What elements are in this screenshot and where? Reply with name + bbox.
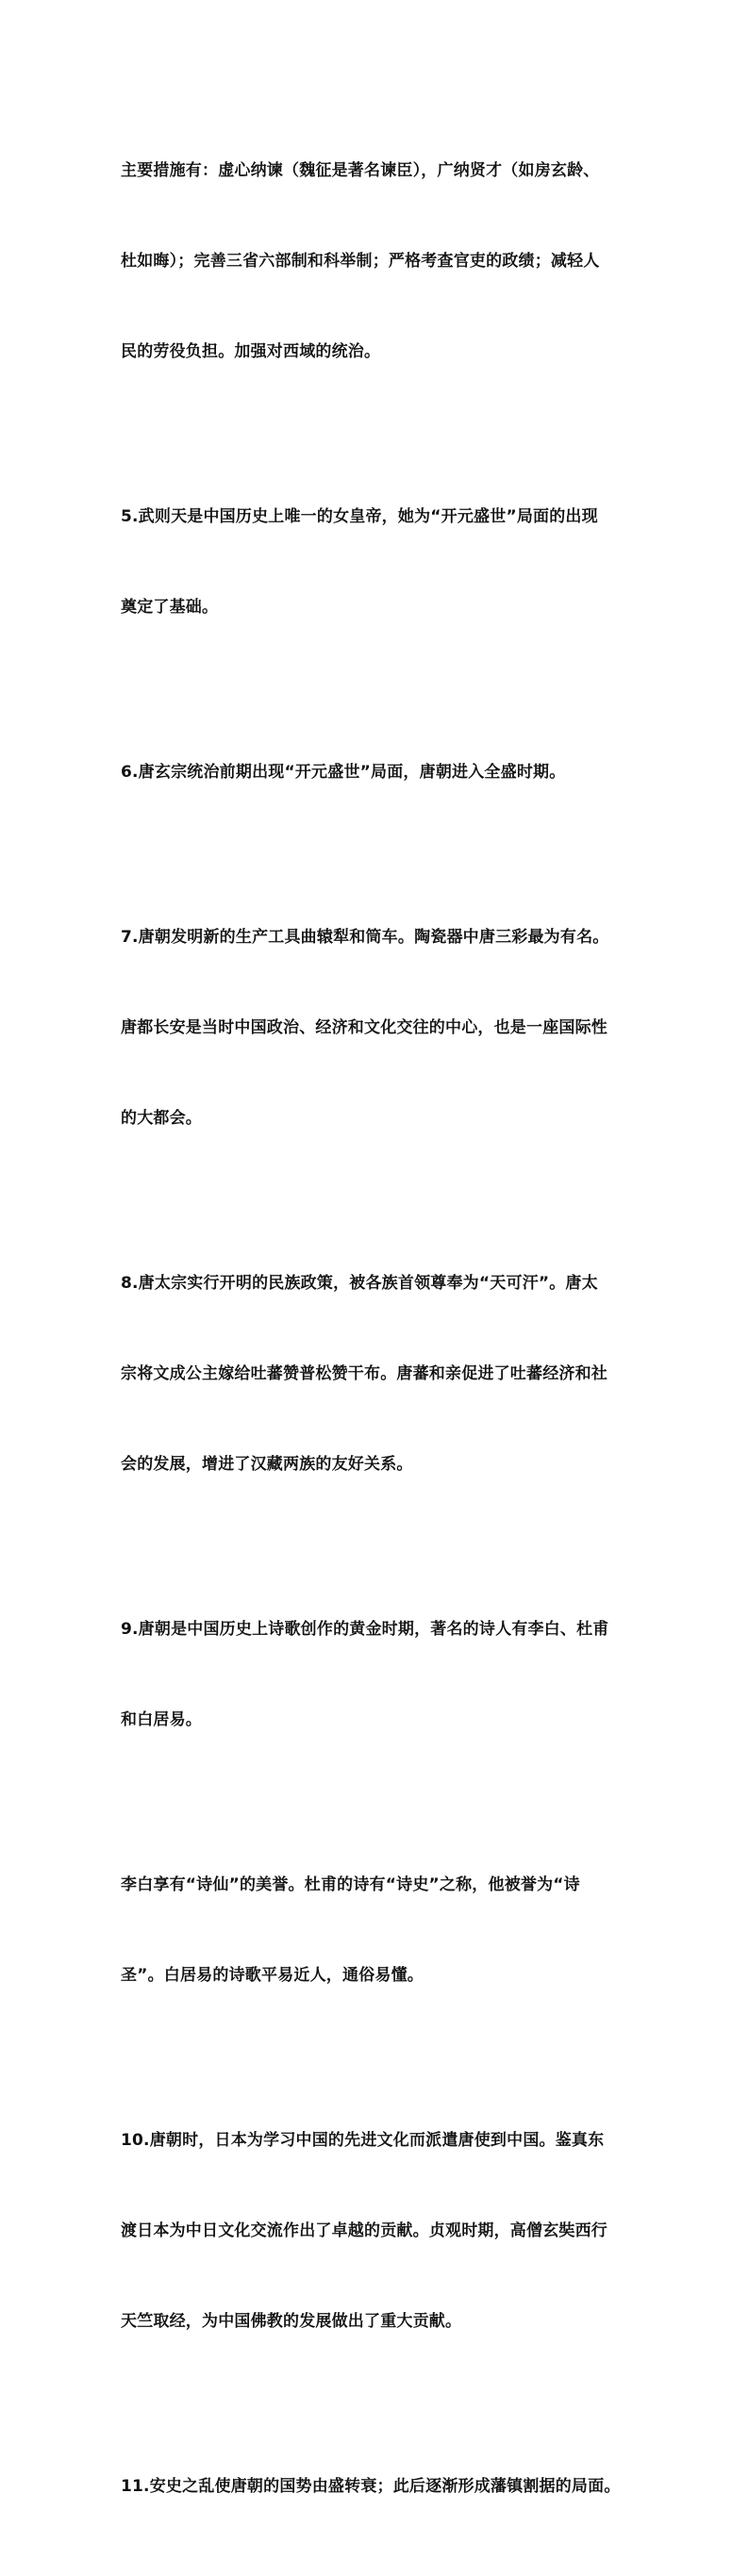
text-line: 杜如晦）；完善三省六部制和科举制；严格考查官吏的政绩；减轻人: [121, 252, 600, 271]
text-line: 9.唐朝是中国历史上诗歌创作的黄金时期，著名的诗人有李白、杜甫: [121, 1620, 609, 1639]
paragraph-item-10: [121, 2065, 635, 2397]
text-line: 渡日本为中日文化交流作出了卓越的贡献。贞观时期，高僧玄奘西行: [121, 2221, 608, 2240]
text-line: 11.安史之乱使唐朝的国势由盛转衰；此后逐渐形成藩镇割据的局面。: [121, 2477, 621, 2496]
text-line: 奠定了基础。: [121, 598, 219, 617]
text-line: 唐都长安是当时中国政治、经济和文化交往的中心，也是一座国际性: [121, 1018, 608, 1037]
text-line: 5.武则天是中国历史上唯一的女皇帝，她为“开元盛世”局面的出现: [121, 507, 598, 526]
text-line: 圣”。白居易的诗歌平易近人，通俗易懂。: [121, 1966, 424, 1985]
paragraph-poets: [121, 1809, 635, 2051]
text-line: 6.唐玄宗统治前期出现“开元盛世”局面，唐朝进入全盛时期。: [121, 763, 566, 782]
paragraph-item-5: [121, 441, 635, 683]
document-body: [121, 95, 635, 2576]
text-line: 天竺取经，为中国佛教的发展做出了重大贡献。: [121, 2312, 462, 2331]
text-line: 10.唐朝时，日本为学习中国的先进文化而派遣唐使到中国。鉴真东: [121, 2131, 605, 2150]
text-line: 的大都会。: [121, 1109, 202, 1128]
text-line: 主要措施有：虚心纳谏（魏征是著名谏臣），广纳贤才（如房玄龄、: [121, 161, 600, 180]
paragraph-item-11: [121, 2411, 635, 2562]
text-line: 7.唐朝发明新的生产工具曲辕犁和筒车。陶瓷器中唐三彩最为有名。: [121, 928, 609, 947]
paragraph-measures: [121, 95, 635, 427]
text-line: 宗将文成公主嫁给吐蕃赞普松赞干布。唐蕃和亲促进了吐蕃经济和社: [121, 1364, 608, 1383]
text-line: 和白居易。: [121, 1710, 202, 1729]
text-line: 民的劳役负担。加强对西域的统治。: [121, 342, 381, 361]
text-line: 李白享有“诗仙”的美誉。杜甫的诗有“诗史”之称，他被誉为“诗: [121, 1875, 580, 1894]
paragraph-item-9: [121, 1554, 635, 1795]
paragraph-item-7: [121, 862, 635, 1194]
text-line: 会的发展，增进了汉藏两族的友好关系。: [121, 1455, 413, 1474]
text-line: 8.唐太宗实行开明的民族政策，被各族首领尊奉为“天可汗”。唐太: [121, 1274, 598, 1293]
paragraph-item-8: [121, 1208, 635, 1540]
paragraph-item-6: [121, 697, 635, 848]
